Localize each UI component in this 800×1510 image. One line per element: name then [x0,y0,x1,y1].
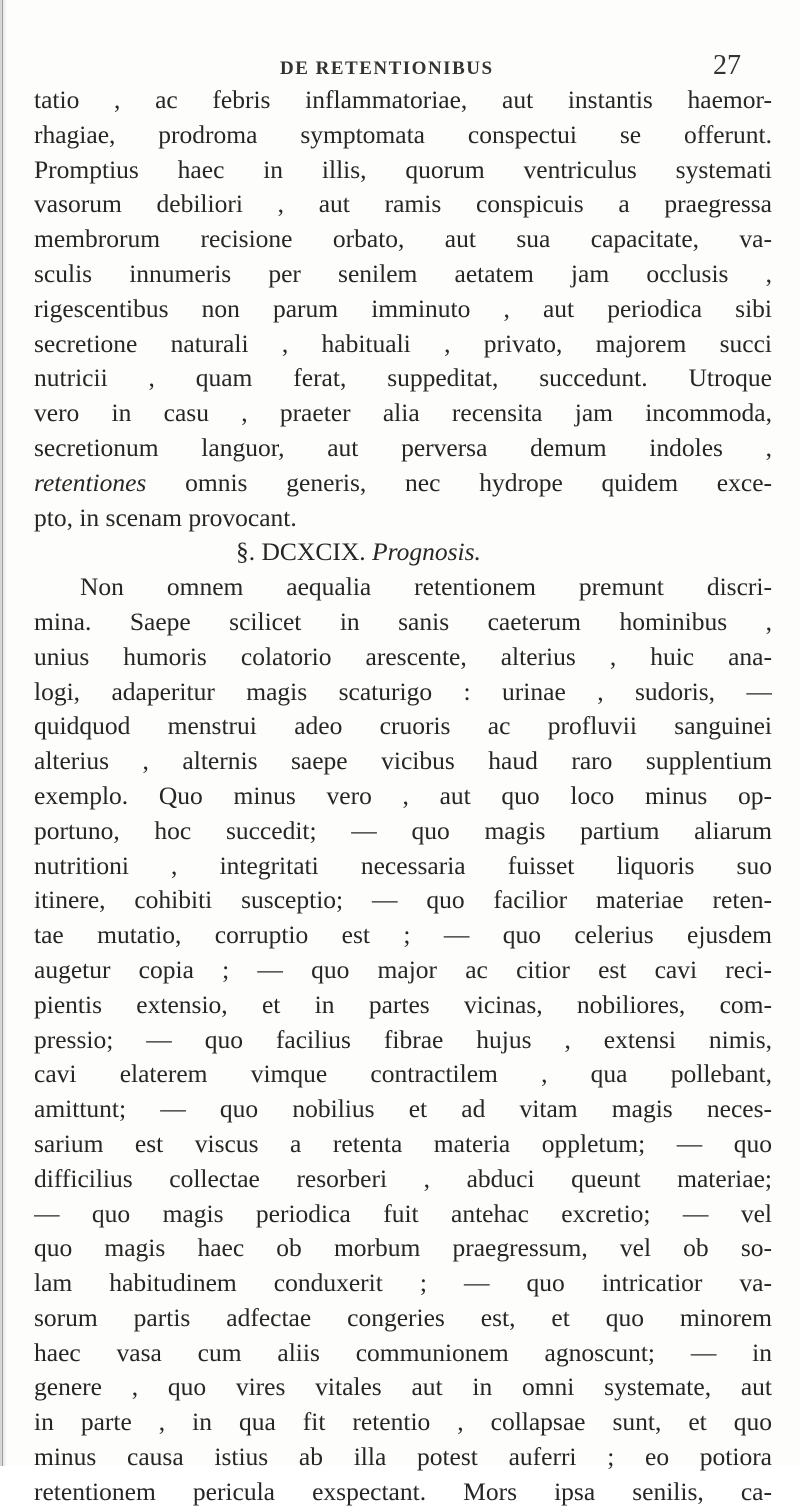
text-line: tatio , ac febris inflammatoriae, aut instantis haemor- [34,85,772,114]
text-line: genere , quo vires vitales aut in omni systemate, aut [34,1372,772,1402]
text-line: nutricii , quam ferat, suppeditat, succedunt. Utroque [34,363,772,393]
text-line: alterius , alternis saepe vicibus haud raro supplentium [34,746,772,776]
text-line: itinere, cohibiti susceptio; — quo facilior materiae reten- [34,885,772,915]
body-text [34,83,772,1510]
text-line: retentionem pericula exspectant. Mors ipsa senilis, ca- [34,1476,772,1506]
text-line: vasorum debiliori , aut ramis conspicuis a praegressa [34,189,772,219]
text-line: pto, in scenam provocant. [34,502,297,532]
text-line: minus causa istius ab illa potest auferri ; eo potiora [34,1442,772,1472]
italic-term: retentiones [34,467,147,497]
text-line: haec vasa cum aliis communionem agnoscunt; — in [34,1337,772,1367]
text-line: Non omnem aequalia retentionem premunt discri- [80,572,772,602]
text-line: difficilius collectae resorberi , abduci queunt materiae; [34,1163,772,1193]
text-line: Promptius haec in illis, quorum ventriculus systemati [34,154,772,184]
text-line: amittunt; — quo nobilius et ad vitam magis neces- [34,1094,772,1124]
text-line: sculis innumeris per senilem aetatem jam occlusis , [34,258,772,288]
text-line: membrorum recisione orbato, aut sua capacitate, va- [34,224,772,254]
section-heading [34,535,772,570]
text-line: tae mutatio, corruptio est ; — quo celerius ejusdem [34,920,772,950]
running-title: DE RETENTIONIBUS [280,58,494,79]
text-line: exemplo. Quo minus vero , aut quo loco minus op- [34,780,772,810]
text-line: augetur copia ; — quo major ac citior est cavi reci- [34,954,772,984]
text-line: pientis extensio, et in partes vicinas, nobiliores, com- [34,989,772,1019]
section-number: §. DCXCIX. [236,537,366,567]
text-line: unius humoris colatorio arescente, alterius , huic ana- [34,641,772,671]
text-fragment: omnis generis, nec hydrope quidem exce- [146,467,772,497]
text-line: sarium est viscus a retenta materia oppletum; — quo [34,1128,772,1158]
text-line: cavi elaterem vimque contractilem , qua pollebant, [34,1059,772,1089]
page-edge-line [2,0,3,1466]
text-line: vero in casu , praeter alia recensita jam incommoda, [34,398,772,428]
text-line: rhagiae, prodroma symptomata conspectui se offerunt. [34,119,772,149]
text-line [34,466,772,501]
text-line: in parte , in qua fit retentio , collapsae sunt, et quo [34,1407,772,1437]
text-line: nutritioni , integritati necessaria fuisset liquoris suo [34,850,772,880]
text-line: portuno, hoc succedit; — quo magis partium aliarum [34,815,772,845]
page-number: 27 [713,50,741,81]
text-line: quo magis haec ob morbum praegressum, vel ob so- [34,1233,772,1263]
text-line: secretione naturali , habituali , privato, majorem succi [34,328,772,358]
text-line: quidquod menstrui adeo cruoris ac profluvii sanguinei [34,711,772,741]
section-title: Prognosis. [372,537,481,567]
text-line: — quo magis periodica fuit antehac excretio; — vel [34,1198,772,1228]
text-line: pressio; — quo facilius fibrae hujus , extensi nimis, [34,1024,772,1054]
text-line: rigescentibus non parum imminuto , aut periodica sibi [34,293,772,323]
text-line: sorum partis adfectae congeries est, et quo minorem [34,1302,772,1332]
text-line: lam habitudinem conduxerit ; — quo intricatior va- [34,1268,772,1298]
text-line: mina. Saepe scilicet in sanis caeterum hominibus , [34,606,772,636]
text-line: secretionum languor, aut perversa demum indoles , [34,432,772,462]
text-line: logi, adaperitur magis scaturigo : urinae , sudoris, — [34,676,772,706]
